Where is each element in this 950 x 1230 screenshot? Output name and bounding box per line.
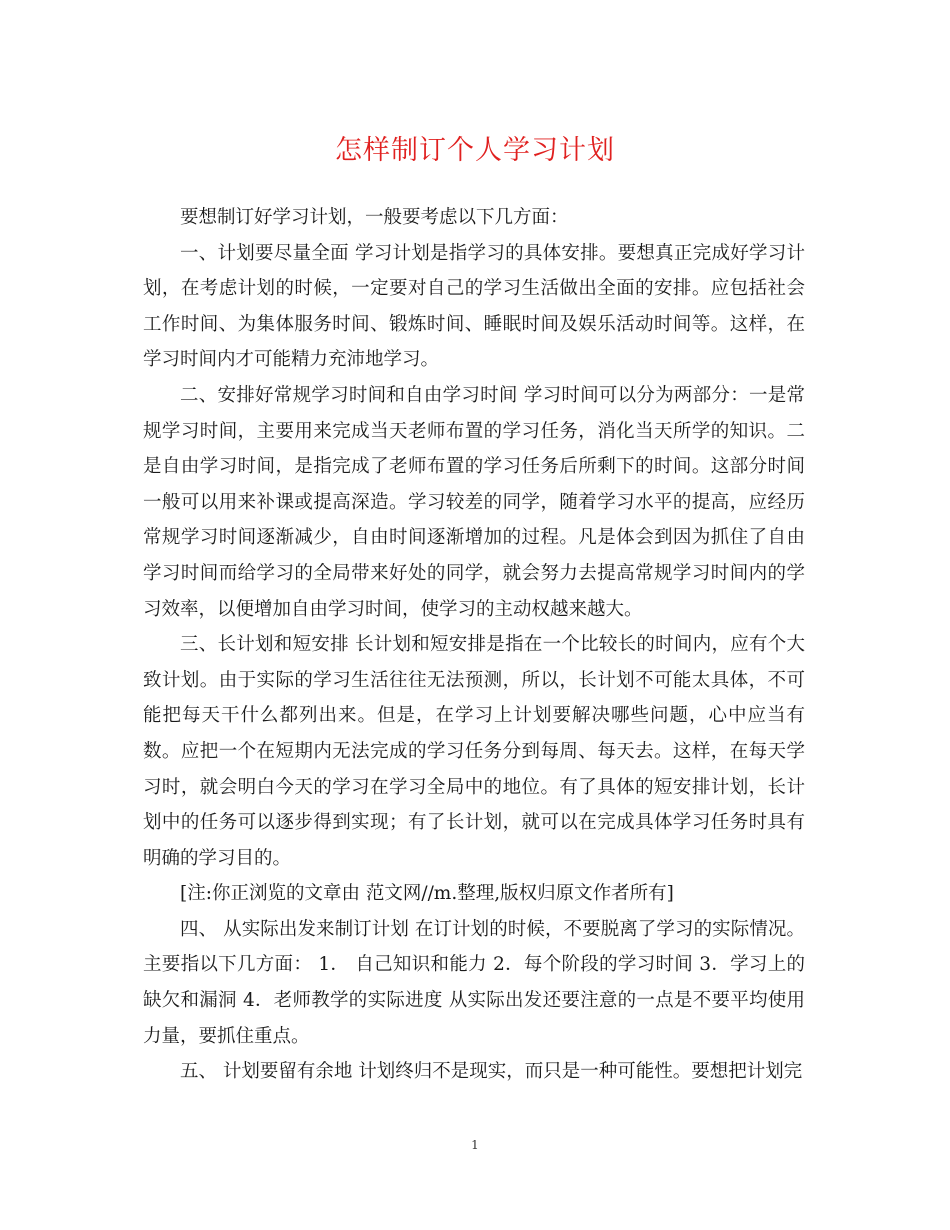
document-title: 怎样制订个人学习计划 bbox=[335, 135, 615, 166]
paragraph-section-5: 五、 计划要留有余地 计划终归不是现实，而只是一种可能性。要想把计划完 bbox=[180, 1061, 803, 1083]
paragraph-section-4: 四、 从实际出发来制订计划 在订计划的时候，不要脱离了学习的实际情况。主要指以下几方面： 1． 自己知识和能力 2．每个阶段的学习时间 3．学习上的缺欠和漏洞 4．老师教学的实际进度 从实际出发还要注意的一点是不要平均使用力量，要抓住重点。 bbox=[143, 918, 805, 1047]
paragraph-section-3: 三、长计划和短安排 长计划和短安排是指在一个比较长的时间内，应有个大致计划。由于实际的学习生活往往无法预测，所以，长计划不可能太具体，不可能把每天干什么都列出来。但是，在学习上计划要解决哪些问题，心中应当有数。应把一个在短期内无法完成的学习任务分到每周、每天去。这样，在每天学习时，就会明白今天的学习在学习全局中的地位。有了具体的短安排计划，长计划中的任务可以逐步得到实现；有了长计划，就可以在完成具体学习任务时具有明确的学习目的。 bbox=[143, 634, 805, 869]
paragraph-intro: 要想制订好学习计划，一般要考虑以下几方面： bbox=[180, 207, 569, 228]
document-body bbox=[143, 200, 805, 1090]
paragraph-source-note: [注:你正浏览的文章由 范文网//m.整理,版权归原文作者所有] bbox=[180, 883, 674, 905]
paragraph-section-1: 一、计划要尽量全面 学习计划是指学习的具体安排。要想真正完成好学习计划，在考虑计划的时候，一定要对自己的学习生活做出全面的安排。应包括社会工作时间、为集体服务时间、锻炼时间、睡眠时间及娱乐活动时间等。这样，在学习时间内才可能精力充沛地学习。 bbox=[143, 242, 805, 371]
paragraph-section-2: 二、安排好常规学习时间和自由学习时间 学习时间可以分为两部分：一是常规学习时间，主要用来完成当天老师布置的学习任务，消化当天所学的知识。二是自由学习时间，是指完成了老师布置的学习任务后所剩下的时间。这部分时间一般可以用来补课或提高深造。学习较差的同学，随着学习水平的提高，应经历常规学习时间逐渐减少，自由时间逐渐增加的过程。凡是体会到因为抓住了自由学习时间而给学习的全局带来好处的同学，就会努力去提高常规学习时间内的学习效率，以便增加自由学习时间，使学习的主动权越来越大。 bbox=[143, 384, 805, 620]
page-number: 1 bbox=[471, 1138, 479, 1152]
